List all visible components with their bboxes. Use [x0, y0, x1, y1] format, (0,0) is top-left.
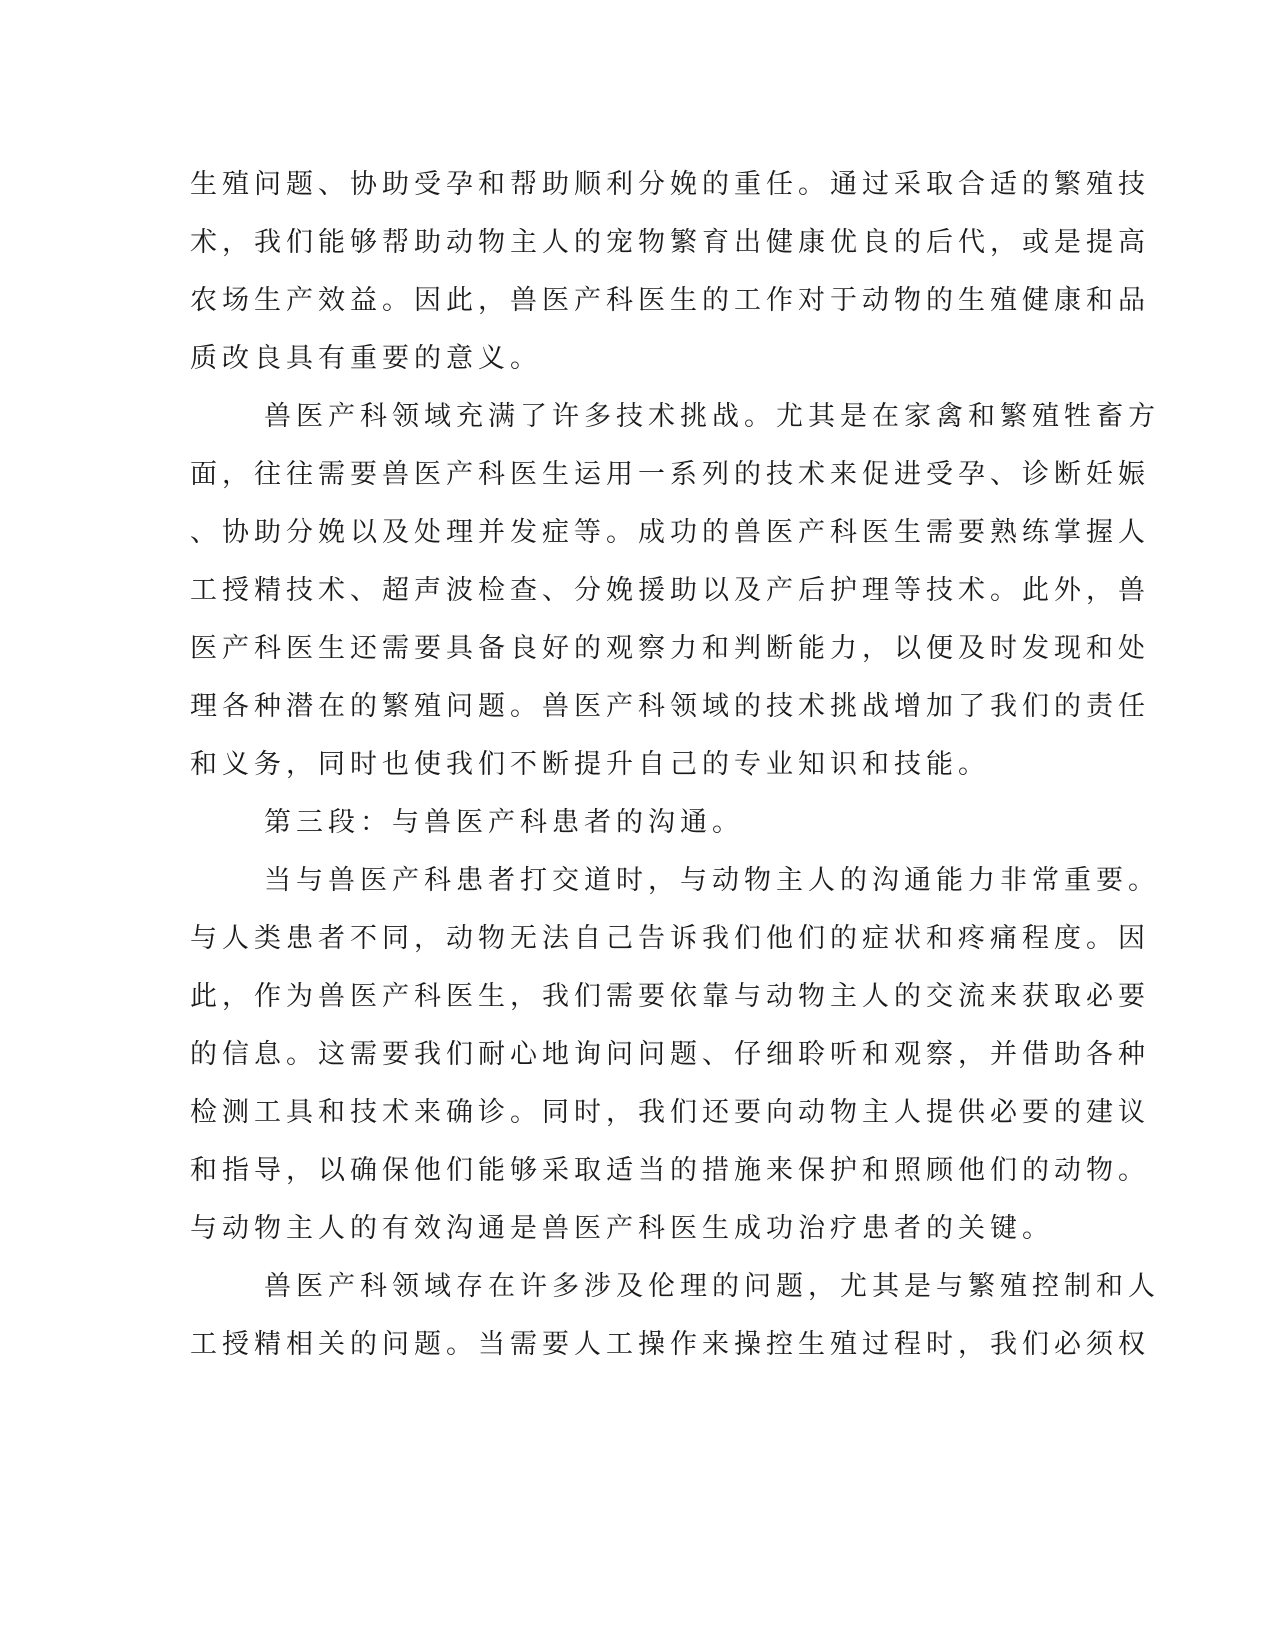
text-line: 和指导，以确保他们能够采取适当的措施来保护和照顾他们的动物。: [190, 1155, 1150, 1186]
text-line: 与动物主人的有效沟通是兽医产科医生成功治疗患者的关键。: [190, 1213, 1054, 1244]
text-line: 、协助分娩以及处理并发症等。成功的兽医产科医生需要熟练掌握人: [190, 517, 1150, 548]
text-line: 检测工具和技术来确诊。同时，我们还要向动物主人提供必要的建议: [190, 1097, 1150, 1128]
text-line: 此，作为兽医产科医生，我们需要依靠与动物主人的交流来获取必要: [190, 981, 1150, 1012]
text-line: 的信息。这需要我们耐心地询问问题、仔细聆听和观察，并借助各种: [190, 1039, 1150, 1070]
section-heading: 第三段：与兽医产科患者的沟通。: [264, 807, 744, 838]
paragraph-first-line: 兽医产科领域充满了许多技术挑战。尤其是在家禽和繁殖牲畜方: [264, 401, 1160, 432]
text-line: 工授精相关的问题。当需要人工操作来操控生殖过程时，我们必须权: [190, 1329, 1150, 1360]
text-line: 质改良具有重要的意义。: [190, 343, 542, 374]
text-line: 面，往往需要兽医产科医生运用一系列的技术来促进受孕、诊断妊娠: [190, 459, 1150, 490]
text-line: 农场生产效益。因此，兽医产科医生的工作对于动物的生殖健康和品: [190, 285, 1150, 316]
paragraph-first-line: 当与兽医产科患者打交道时，与动物主人的沟通能力非常重要。: [264, 865, 1160, 896]
paragraph-first-line: 兽医产科领域存在许多涉及伦理的问题，尤其是与繁殖控制和人: [264, 1271, 1160, 1302]
text-line: 医产科医生还需要具备良好的观察力和判断能力，以便及时发现和处: [190, 633, 1150, 664]
text-line: 与人类患者不同，动物无法自己告诉我们他们的症状和疼痛程度。因: [190, 923, 1150, 954]
text-line: 生殖问题、协助受孕和帮助顺利分娩的重任。通过采取合适的繁殖技: [190, 169, 1150, 200]
text-line: 和义务，同时也使我们不断提升自己的专业知识和技能。: [190, 749, 990, 780]
text-line: 工授精技术、超声波检查、分娩援助以及产后护理等技术。此外，兽: [190, 575, 1150, 606]
text-line: 术，我们能够帮助动物主人的宠物繁育出健康优良的后代，或是提高: [190, 227, 1150, 258]
text-line: 理各种潜在的繁殖问题。兽医产科领域的技术挑战增加了我们的责任: [190, 691, 1150, 722]
